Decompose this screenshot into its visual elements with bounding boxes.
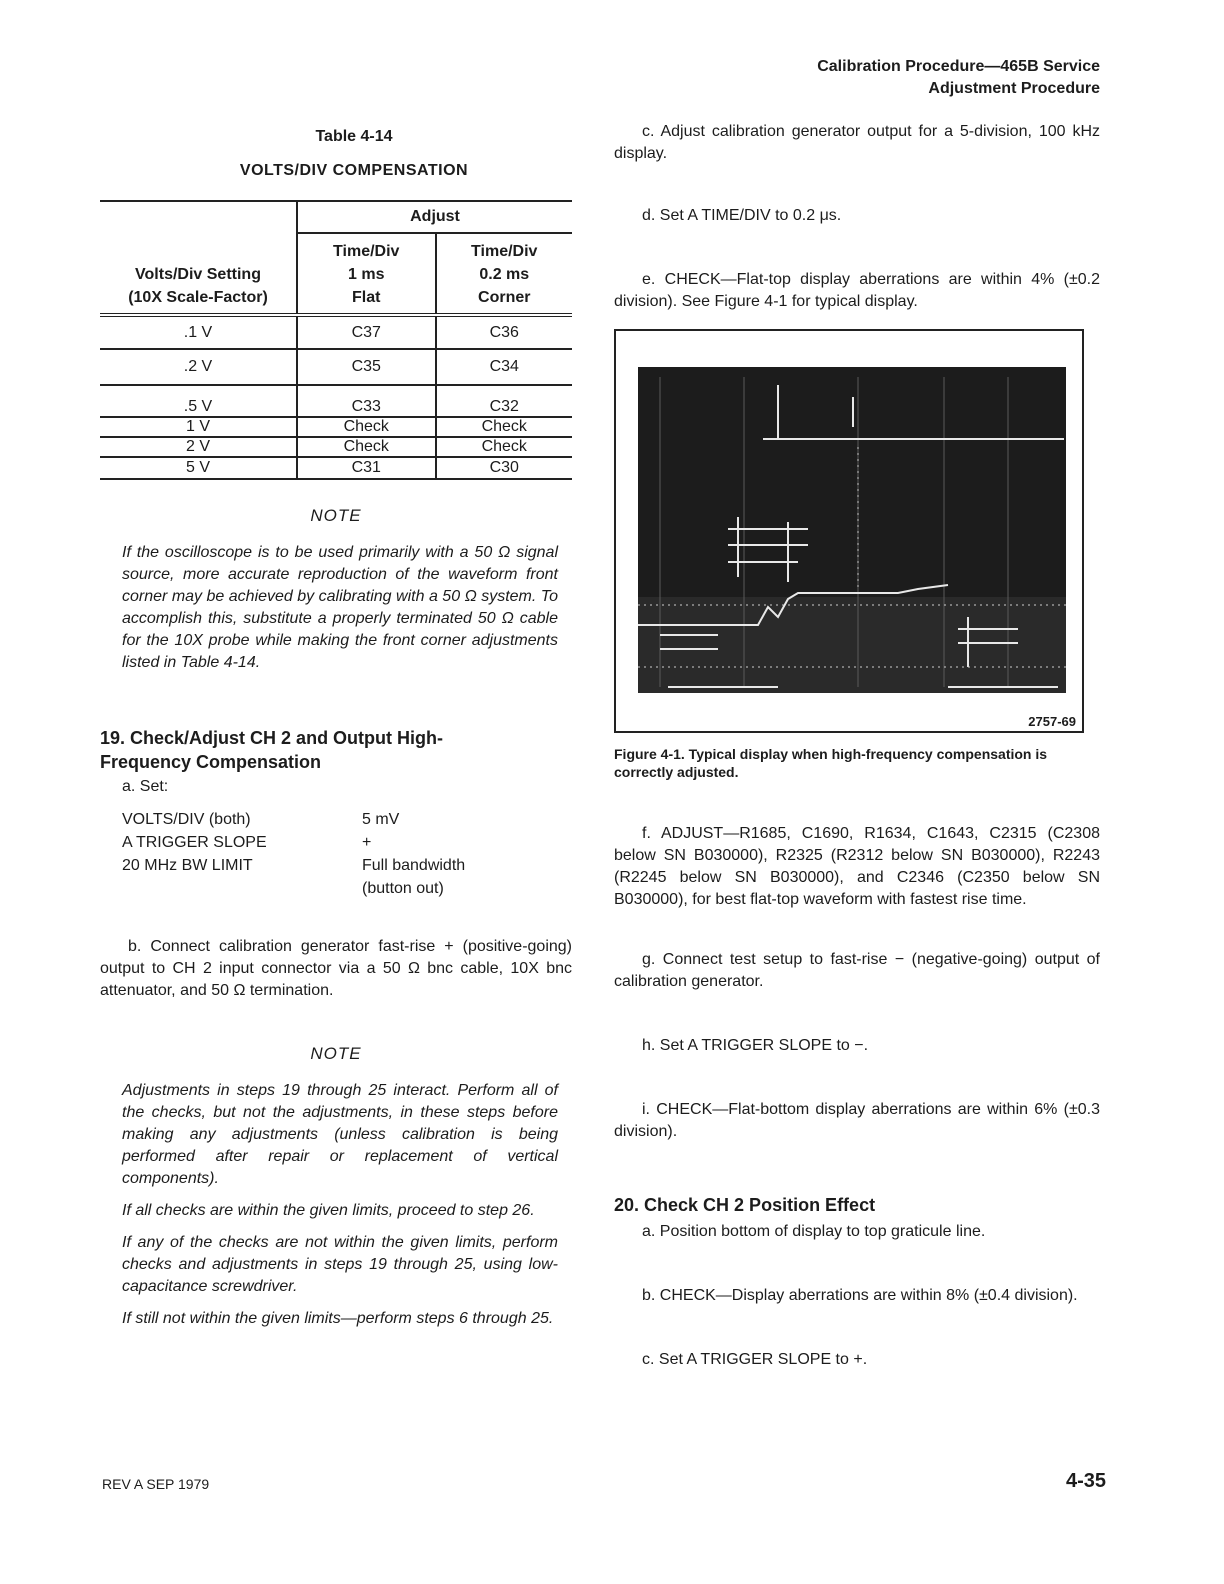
col-header-flat-line3: Flat [352,289,381,306]
page-number: 4-35 [1065,1470,1106,1492]
waveform-photo-graphic [638,367,1066,693]
col-header-volts-div [100,201,297,313]
note-paragraph: Adjustments in steps 19 through 25 interact. Perform all of the checks, but not the adjustments, in these steps before making any adjustments (unless calibration is being performed after repair or replacement of vertical components). [122,1082,558,1187]
col-header-flat-line2: 1 ms [348,266,385,283]
settings-list [122,808,572,900]
oscilloscope-display-photo [638,367,1066,693]
step-20c: c. Set A TRIGGER SLOPE to +. [642,1351,868,1368]
table-cell: .2 V [100,349,297,385]
table-cell: .5 V [100,385,297,417]
note-heading: NOTE [310,506,362,525]
note-paragraph: If all checks are within the given limits, proceed to step 26. [122,1202,535,1219]
step-19d: d. Set A TIME/DIV to 0.2 μs. [642,207,842,224]
table-row [100,349,572,385]
setting-value: + [362,834,372,851]
note-text: If the oscilloscope is to be used primarily with a 50 Ω signal source, more accurate reproduction of the waveform front corner may be achieved by calibrating with a 50 Ω system. To accomplish this, substitute a properly terminated 50 Ω cable for the 10X probe while making the front corner adjustments listed in Table 4-14. [122,544,558,671]
table-row [100,457,572,479]
step-19f: f. ADJUST—R1685, C1690, R1634, C1643, C2315 (C2308 below SN B030000), R2325 (R2312 below SN B030000), R2243 (R2245 below SN B030000), and C2346 (C2350 below SN B030000), for best flat-top waveform with fastest rise time. [614,825,1100,908]
table-cell: Check [297,417,436,437]
header-line-2: Adjustment Procedure [928,80,1100,97]
compensation-table [100,200,572,480]
section-heading-19-line1: 19. Check/Adjust CH 2 and Output High- [100,728,444,748]
setting-value: Full bandwidth [362,857,466,874]
step-19h: h. Set A TRIGGER SLOPE to −. [642,1037,869,1054]
setting-name: VOLTS/DIV (both) [122,811,251,828]
table-cell: C30 [436,457,573,479]
table-cell: C35 [297,349,436,385]
setting-value: 5 mV [362,811,400,828]
col-header-flat [297,233,436,313]
table-cell: Check [436,417,573,437]
table-cell: 2 V [100,437,297,457]
step-19i: i. CHECK—Flat-bottom display aberrations are within 6% (±0.3 division). [614,1101,1100,1140]
table-cell: C36 [489,323,519,341]
right-column [614,121,1100,1371]
table-cell: C32 [436,385,573,417]
table-row [100,437,572,457]
section-heading-19 [100,726,572,774]
col-header-corner-line2: 0.2 ms [479,266,530,283]
list-item [122,877,572,900]
table-cell: Check [297,437,436,457]
section-heading-19-line2: Frequency Compensation [100,752,322,772]
table-title: VOLTS/DIV COMPENSATION [239,162,469,179]
table-cell: Check [436,437,573,457]
step-20a: a. Position bottom of display to top graticule line. [642,1223,986,1240]
note-paragraph: If still not within the given limits—perform steps 6 through 25. [122,1310,554,1327]
group-header-adjust: Adjust [297,201,572,233]
setting-name: A TRIGGER SLOPE [122,834,267,851]
table-row [100,385,572,417]
table-cell: C34 [436,349,573,385]
list-item [122,831,572,854]
table-caption: Table 4-14 [315,128,393,145]
setting-value-extra: (button out) [362,880,444,897]
figure-caption: Figure 4-1. Typical display when high-frequency compensation is correctly adjusted. [614,746,1048,780]
list-item [122,854,572,877]
revision-date: REV A SEP 1979 [102,1476,210,1492]
list-item [122,808,572,831]
note-paragraph: If any of the checks are not within the given limits, perform checks and adjustments in steps 19 through 25, using low-capacitance screwdriver. [122,1234,558,1295]
note-heading: NOTE [310,1044,362,1063]
setting-name: 20 MHz BW LIMIT [122,857,253,874]
col-header-flat-line1: Time/Div [333,243,400,260]
table-row [100,417,572,437]
table-row [100,315,572,349]
table-cell: C31 [297,457,436,479]
step-19a: a. Set: [122,778,169,795]
step-19e: e. CHECK—Flat-top display aberrations are within 4% (±0.2 division). See Figure 4-1 for typical display. [614,271,1100,310]
col-header-volts-line2: (10X Scale-Factor) [128,289,268,306]
table-cell: 1 V [100,417,297,437]
left-column [100,126,572,1330]
table-cell: 5 V [100,457,297,479]
col-header-corner [436,233,573,313]
step-19c: c. Adjust calibration generator output for a 5-division, 100 kHz display. [614,123,1100,162]
table-cell: C33 [297,385,436,417]
figure-number: 2757-69 [1028,714,1076,729]
figure-4-1 [614,329,1084,733]
col-header-corner-line3: Corner [478,289,531,306]
table-cell: .1 V [100,315,297,349]
section-heading-20: 20. Check CH 2 Position Effect [614,1195,876,1215]
table-cell: C37 [297,315,436,349]
running-header [817,56,1100,100]
col-header-corner-line1: Time/Div [471,243,538,260]
col-header-volts-line1: Volts/Div Setting [135,266,261,283]
step-20b: b. CHECK—Display aberrations are within 8% (±0.4 division). [642,1287,1078,1304]
step-19b: b. Connect calibration generator fast-rise + (positive-going) output to CH 2 input connector via a 50 Ω bnc cable, 10X bnc attenuator, and 50 Ω termination. [100,938,572,999]
header-line-1: Calibration Procedure—465B Service [817,58,1100,75]
step-19g: g. Connect test setup to fast-rise − (negative-going) output of calibration generator. [614,951,1100,990]
